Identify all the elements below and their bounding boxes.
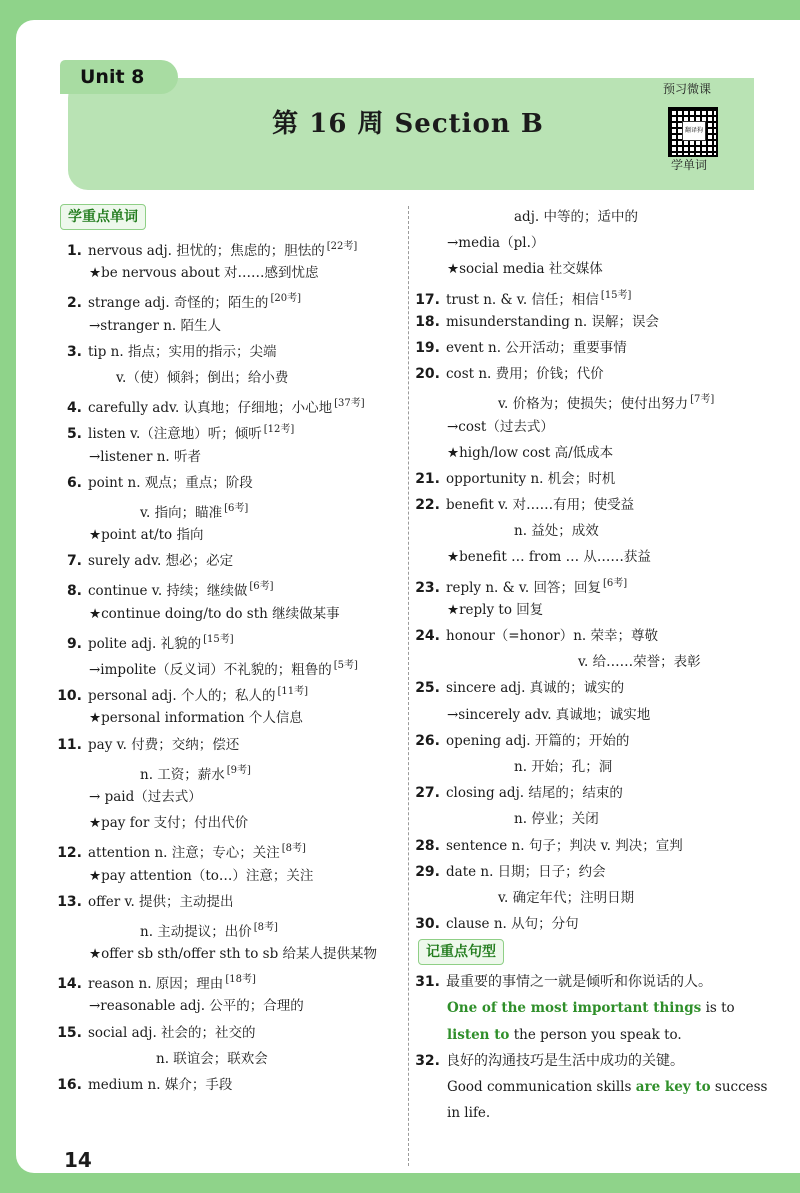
- sentence-english-line: [414, 1100, 760, 1126]
- entry-text: →listener n. 听者: [89, 448, 201, 465]
- sentence-key-phrase: listen to: [447, 1026, 510, 1043]
- vocab-entry: [56, 417, 406, 443]
- page-number: 14: [64, 1148, 92, 1172]
- vocab-entry: [56, 548, 406, 574]
- exam-count-tag: [8考]: [281, 843, 306, 855]
- vocab-entry: [414, 492, 760, 518]
- entry-text: strange adj. 奇怪的；陌生的: [88, 295, 269, 312]
- page-title: 第 16 周 Section B: [272, 109, 544, 139]
- entry-text: ★be nervous about 对……感到忧虑: [89, 265, 319, 282]
- entry-text: ★point at/to 指向: [89, 527, 204, 544]
- vocab-entry: [414, 283, 760, 309]
- page: [16, 20, 800, 1173]
- vocab-subline: [414, 702, 760, 728]
- exam-count-tag: [15考]: [600, 289, 632, 301]
- sentence-english-line: [414, 995, 760, 1021]
- vocab-subline: [414, 544, 760, 570]
- entry-number: 28.: [415, 837, 440, 854]
- exam-count-tag: [11考]: [277, 686, 308, 698]
- entry-text: → paid（过去式）: [89, 788, 202, 805]
- entry-text: medium n. 媒介；手段: [88, 1077, 233, 1093]
- entry-text: closing adj. 结尾的；结束的: [446, 785, 623, 802]
- vocab-entry: [414, 675, 760, 701]
- vocab-subline: [56, 705, 406, 731]
- vocab-entry: [56, 470, 406, 496]
- vocab-entry: [414, 833, 760, 859]
- exam-count-tag: [7考]: [690, 394, 715, 406]
- sentence-zh: 最重要的事情之一就是倾听和你说话的人。: [446, 974, 712, 991]
- vocab-entry: [414, 780, 760, 806]
- vocab-entry: [414, 571, 760, 597]
- entry-text: event n. 公开活动；重要事情: [446, 339, 627, 356]
- vocab-subline: [414, 204, 760, 230]
- vocab-entry: [414, 728, 760, 754]
- sentence-english-line: [414, 1074, 768, 1100]
- vocab-entry: [414, 335, 760, 361]
- exam-count-tag: [6考]: [603, 577, 628, 589]
- entry-text: n. 开始；孔；洞: [514, 758, 613, 775]
- entry-text: offer v. 提供；主动提出: [88, 893, 234, 910]
- sentence-number: 31.: [415, 974, 440, 991]
- entry-number: 25.: [415, 680, 440, 697]
- sentence-key-phrase: are key to: [635, 1079, 711, 1095]
- entry-text: v. 确定年代；注明日期: [498, 889, 635, 906]
- entry-text: v.（使）倾斜；倒出；给小费: [116, 369, 289, 386]
- vocab-subline: [56, 365, 406, 391]
- entry-text: n. 停业；关闭: [514, 811, 599, 828]
- exam-count-tag: [22考]: [326, 241, 358, 252]
- entry-number: 14.: [57, 976, 82, 993]
- sentence-list: [414, 969, 768, 1126]
- vocab-entry: [56, 391, 406, 417]
- exam-count-tag: [5考]: [333, 660, 358, 671]
- entry-text: →impolite（反义词）不礼貌的；粗鲁的: [89, 662, 332, 678]
- left-column: [56, 204, 406, 1098]
- entry-number: 5.: [66, 426, 82, 443]
- sentence-english-line: [414, 1022, 760, 1048]
- vocab-subline: [56, 1046, 406, 1072]
- entry-number: 26.: [415, 732, 440, 749]
- vocab-subline: [56, 522, 406, 548]
- sentence-en-text: in life.: [447, 1105, 491, 1122]
- entry-number: 2.: [66, 295, 82, 312]
- entry-text: v. 指向；瞄准: [140, 504, 223, 521]
- entry-text: pay v. 付费；交纳；偿还: [88, 736, 240, 753]
- entry-text: →cost（过去式）: [447, 418, 554, 435]
- entry-text: opportunity n. 机会；时机: [446, 470, 616, 487]
- vocab-subline: [56, 993, 406, 1019]
- entry-text: benefit v. 对……有用；使受益: [446, 497, 635, 514]
- exam-count-tag: [37考]: [334, 398, 365, 410]
- vocab-subline: [56, 941, 406, 967]
- vocab-subline: [56, 444, 406, 470]
- vocab-subline: [414, 885, 760, 911]
- exam-count-tag: [20考]: [270, 293, 301, 305]
- entry-text: misunderstanding n. 误解；误会: [446, 313, 659, 330]
- exam-count-tag: [9考]: [226, 764, 251, 776]
- entry-text: reply n. & v. 回答；回复: [446, 579, 602, 596]
- entry-number: 6.: [66, 474, 82, 491]
- vocab-subline: [414, 230, 760, 256]
- entry-text: n. 工资；薪水: [140, 766, 225, 783]
- entry-number: 7.: [66, 553, 82, 570]
- entry-text: v. 给……荣誉；表彰: [578, 654, 701, 671]
- entry-text: →media（pl.）: [447, 235, 545, 252]
- vocab-subline: [414, 597, 760, 623]
- column-divider: [408, 206, 409, 1166]
- vocab-subline: [56, 915, 406, 941]
- entry-number: 16.: [57, 1077, 82, 1093]
- sentence-en-text: Good communication skills: [447, 1079, 636, 1095]
- vocab-entry: [414, 859, 760, 885]
- entry-text: reason n. 原因；理由: [88, 976, 224, 993]
- vocab-subline: [56, 260, 406, 286]
- entry-text: ★high/low cost 高/低成本: [447, 444, 614, 461]
- entry-number: 11.: [57, 736, 82, 753]
- entry-text: opening adj. 开篇的；开始的: [446, 732, 630, 749]
- vocab-entry: [56, 1020, 406, 1046]
- sentence-en-text: the person you speak to.: [509, 1026, 682, 1043]
- entry-text: cost n. 费用；价钱；代价: [446, 366, 604, 383]
- entry-number: 15.: [57, 1024, 82, 1041]
- vocab-entry: [56, 627, 406, 653]
- vocab-subline: [56, 863, 406, 889]
- entry-number: 24.: [415, 628, 440, 644]
- right-column: [414, 204, 768, 1126]
- entry-text: adj. 中等的；适中的: [514, 209, 638, 225]
- exam-count-tag: [18考]: [225, 974, 256, 986]
- vocab-subline: [414, 806, 760, 832]
- vocab-subline: [56, 784, 406, 810]
- entry-text: n. 联谊会；联欢会: [156, 1050, 268, 1067]
- entry-number: 30.: [415, 916, 440, 933]
- entry-number: 23.: [415, 579, 440, 596]
- vocab-entry: [414, 623, 760, 649]
- entry-text: date n. 日期；日子；约会: [446, 863, 606, 880]
- entry-number: 19.: [415, 339, 440, 356]
- vocab-entry: [56, 234, 406, 260]
- vocab-entry: [56, 574, 406, 600]
- entry-text: listen v.（注意地）听；倾听: [88, 426, 262, 443]
- entry-text: point n. 观点；重点；阶段: [88, 474, 253, 491]
- vocab-subline: [56, 653, 406, 679]
- entry-text: v. 价格为；使损失；使付出努力: [498, 396, 689, 413]
- entry-text: ★offer sb sth/offer sth to sb 给某人提供某物: [89, 946, 378, 963]
- entry-number: 22.: [415, 497, 440, 514]
- entry-number: 18.: [415, 313, 440, 330]
- vocab-entry: [414, 911, 760, 937]
- sentence-zh: 良好的沟通技巧是生活中成功的关键。: [446, 1052, 684, 1069]
- entry-text: ★pay for 支付；付出代价: [89, 815, 249, 832]
- qr-top-label: 预习微课: [663, 82, 712, 96]
- entry-text: ★continue doing/to do sth 继续做某事: [89, 605, 340, 622]
- entry-number: 1.: [66, 243, 82, 259]
- vocab-subline: [56, 758, 406, 784]
- exam-count-tag: [8考]: [253, 921, 278, 933]
- vocab-entry: [414, 466, 760, 492]
- entry-text: →stranger n. 陌生人: [89, 317, 222, 334]
- vocab-list-right: [414, 204, 760, 937]
- entry-number: 21.: [415, 470, 440, 487]
- entry-text: surely adv. 想必；必定: [88, 553, 234, 570]
- entry-number: 12.: [57, 845, 82, 862]
- entry-text: polite adj. 礼貌的: [88, 635, 202, 652]
- entry-text: n. 主动提议；出价: [140, 923, 252, 940]
- entry-text: tip n. 指点；实用的指示；尖端: [88, 343, 277, 360]
- entry-number: 20.: [415, 366, 440, 383]
- vocab-subline: [414, 440, 760, 466]
- vocab-subline: [414, 649, 760, 675]
- qr-bottom-label: 学单词: [671, 158, 708, 172]
- entry-text: ★social media 社交媒体: [447, 261, 603, 278]
- entry-number: 13.: [57, 893, 82, 910]
- entry-text: sentence n. 句子；判决 v. 判决；宣判: [446, 837, 683, 854]
- vocab-entry: [56, 1072, 406, 1098]
- entry-number: 8.: [66, 583, 82, 600]
- vocab-entry: [56, 967, 406, 993]
- entry-text: ★pay attention（to…）注意；关注: [89, 867, 314, 884]
- vocab-subline: [56, 810, 406, 836]
- exam-count-tag: [12考]: [263, 424, 295, 436]
- qr-center-label: 翻译狗: [682, 121, 706, 141]
- sentence-chinese: [414, 1048, 760, 1074]
- vocab-subline: [56, 313, 406, 339]
- vocab-entry: [414, 309, 760, 335]
- section-sentence-heading: 记重点句型: [418, 939, 504, 965]
- entry-text: social adj. 社会的；社交的: [88, 1024, 256, 1041]
- sentence-number: 32.: [415, 1052, 440, 1069]
- sentence-chinese: [414, 969, 760, 995]
- vocab-subline: [414, 387, 760, 413]
- sentence-en-text: is to: [701, 1000, 735, 1017]
- entry-number: 10.: [57, 688, 82, 705]
- vocab-subline: [414, 414, 760, 440]
- entry-number: 27.: [415, 785, 440, 802]
- vocab-entry: [56, 889, 406, 915]
- entry-text: sincere adj. 真诚的；诚实的: [446, 680, 625, 697]
- entry-number: 9.: [66, 635, 82, 652]
- sentence-en-text: success: [710, 1079, 768, 1095]
- entry-text: ★benefit … from … 从……获益: [447, 549, 651, 566]
- entry-text: →reasonable adj. 公平的；合理的: [89, 998, 304, 1015]
- vocab-subline: [414, 256, 760, 282]
- entry-text: →sincerely adv. 真诚地；诚实地: [447, 706, 651, 723]
- entry-text: continue v. 持续；继续做: [88, 583, 248, 600]
- unit-tab: Unit 8: [60, 60, 178, 94]
- vocab-subline: [414, 754, 760, 780]
- vocab-entry: [56, 836, 406, 862]
- vocab-entry: [56, 339, 406, 365]
- entry-number: 29.: [415, 863, 440, 880]
- entry-text: clause n. 从句；分句: [446, 916, 579, 933]
- vocab-entry: [56, 732, 406, 758]
- entry-number: 17.: [415, 291, 440, 308]
- vocab-list-left: [56, 234, 406, 1098]
- vocab-subline: [56, 496, 406, 522]
- vocab-subline: [56, 601, 406, 627]
- entry-number: 4.: [66, 400, 82, 417]
- exam-count-tag: [15考]: [203, 633, 234, 645]
- vocab-entry: [56, 679, 406, 705]
- entry-number: 3.: [66, 343, 82, 360]
- sentence-key-phrase: One of the most important things: [447, 1000, 702, 1017]
- entry-text: trust n. & v. 信任；相信: [446, 291, 599, 308]
- exam-count-tag: [6考]: [224, 502, 249, 514]
- entry-text: carefully adv. 认真地；仔细地；小心地: [88, 400, 333, 417]
- entry-text: nervous adj. 担忧的；焦虑的；胆怯的: [88, 243, 325, 259]
- vocab-entry: [414, 361, 760, 387]
- entry-text: ★personal information 个人信息: [89, 710, 303, 727]
- exam-count-tag: [6考]: [249, 581, 274, 593]
- section-vocab-heading: 学重点单词: [60, 204, 146, 230]
- vocab-subline: [414, 518, 760, 544]
- vocab-entry: [56, 286, 406, 312]
- entry-text: honour（=honor）n. 荣幸；尊敬: [446, 628, 658, 644]
- entry-text: attention n. 注意；专心；关注: [88, 845, 280, 862]
- entry-text: n. 益处；成效: [514, 523, 599, 540]
- entry-text: ★reply to 回复: [447, 601, 544, 618]
- entry-text: personal adj. 个人的；私人的: [88, 688, 276, 705]
